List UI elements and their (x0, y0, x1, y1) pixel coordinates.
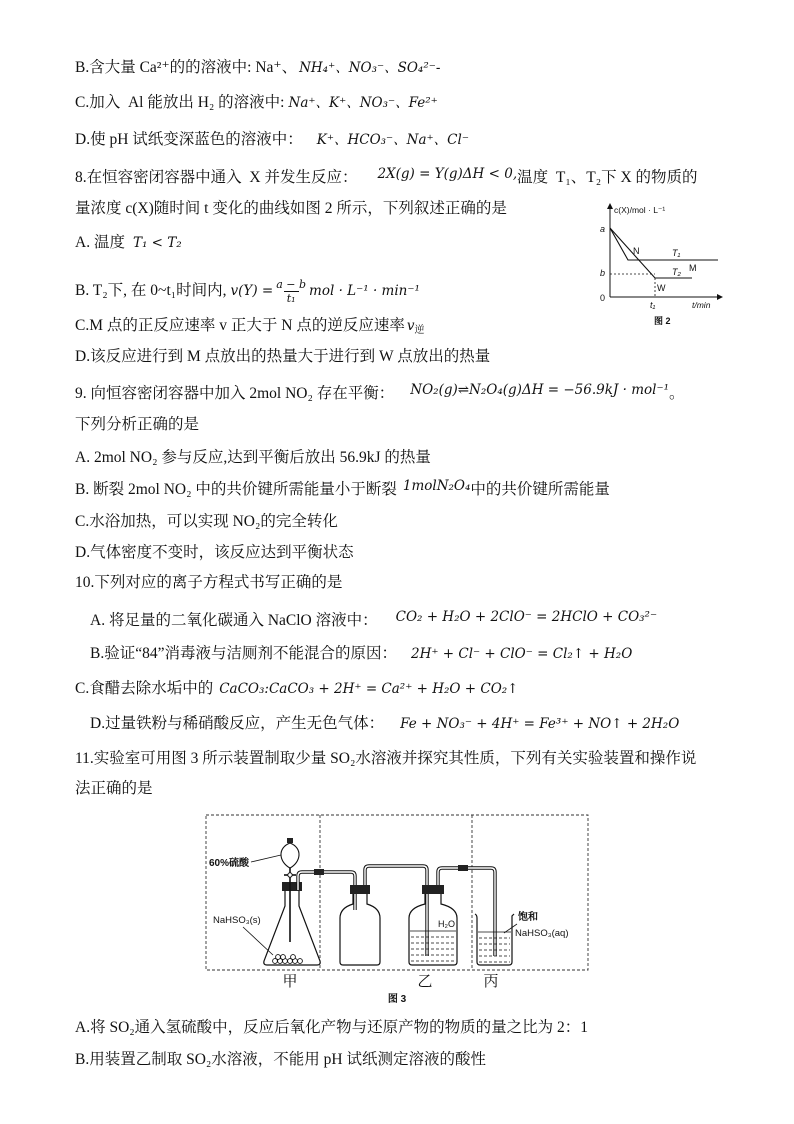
q7-option-c (75, 93, 438, 113)
dashed-guides (610, 274, 655, 297)
fraction-denominator: t₁ (284, 291, 299, 305)
figure-2-concentration-graph (596, 198, 728, 330)
q10-option-b (90, 644, 632, 664)
option-text: C.加入 Al 能放出 H₂ 的溶液中: (75, 94, 285, 111)
q9-stem-line2: 下列分析正确的是 (75, 416, 200, 433)
label-origin: 0 (600, 293, 606, 303)
part-label-jia: 甲 (282, 973, 298, 990)
figure-2-caption: 图 2 (654, 316, 671, 326)
q9-option-a: A. 2mol NO₂ 参与反应,达到平衡后放出 56.9kJ 的热量 (75, 449, 431, 466)
option-text: A. 温度 (75, 234, 125, 251)
rate-fraction (276, 278, 306, 305)
stem-text: 8.在恒容密闭容器中通入 X 并发生反应： (75, 169, 358, 186)
beaker-label-saturated: 饱和 (518, 912, 538, 923)
acid-leader-line (251, 855, 281, 862)
solid-label: NaHSO₃(s) (213, 915, 261, 926)
option-formula: T₁ < T₂ (132, 235, 182, 251)
option-text: D.过量铁粉与稀硝酸反应，产生无色气体： (90, 715, 385, 732)
dashed-frame (206, 815, 588, 970)
acid-label: 60%硫酸 (209, 858, 250, 869)
q9-option-c: C.水浴加热，可以实现 NO₂的完全转化 (75, 513, 338, 530)
option-text: B. 断裂 2mol NO₂ 中的共价键所需能量小于断裂 (75, 481, 397, 498)
y-axis-label: c(X)/mol · L⁻¹ (614, 205, 666, 215)
option-formula: 2H⁺ + Cl⁻ + ClO⁻ = Cl₂↑ + H₂O (410, 646, 633, 662)
q7-option-b (75, 58, 440, 78)
q9-stem-line1 (75, 384, 685, 404)
stem-text: 9. 向恒容密闭容器中加入 2mol NO₂ 存在平衡： (75, 385, 395, 402)
beaker-label-solution: NaHSO₃(aq) (515, 928, 569, 939)
figure-3-caption: 图 3 (387, 994, 407, 1005)
q8-option-b (75, 278, 420, 305)
tube-connector (458, 865, 468, 871)
glass-tubes (298, 866, 495, 956)
part-label-yi: 乙 (417, 973, 433, 990)
water-bottle (409, 894, 457, 965)
bottle-stopper (422, 885, 444, 894)
option-text: C.食醋去除水垢中的 (75, 680, 214, 697)
reaction-formula: 2X(g) = Y(g)ΔH < 0, (377, 166, 518, 182)
option-text-continued: 中的共价键所需能量 (470, 481, 610, 498)
fraction-numerator: a − b (276, 278, 307, 291)
q8-stem-line1 (75, 168, 698, 188)
q11-stem-line2: 法正确的是 (75, 780, 153, 797)
q8-option-d: D.该反应进行到 M 点放出的热量大于进行到 W 点放出的热量 (75, 348, 491, 365)
water-label: H₂O (438, 919, 455, 929)
solid-leader-line (243, 927, 273, 955)
option-text: A. 将足量的二氧化碳通入 NaClO 溶液中： (90, 612, 378, 629)
q8-option-c (75, 316, 424, 341)
option-formula: CO₂ + H₂O + 2ClO⁻ = 2HClO + CO₃²⁻ (395, 609, 658, 625)
q7-option-d (75, 130, 469, 150)
option-text: C.M 点的正反应速率 v 正大于 N 点的逆反应速率 (75, 317, 405, 334)
q8-stem-line2: 量浓度 c(X)随时间 t 变化的曲线如图 2 所示，下列叙述正确的是 (75, 200, 507, 217)
rate-subscript: 逆 (414, 325, 425, 336)
empty-gas-bottle (340, 894, 380, 965)
label-point-n: N (633, 246, 640, 256)
q10-option-d (90, 714, 679, 734)
option-formula: 1molN₂O₄ (402, 478, 471, 494)
tube-connector (314, 869, 324, 875)
q11-option-b: B.用装置乙制取 SO₂水溶液，不能用 pH 试纸测定溶液的酸性 (75, 1051, 487, 1068)
q10-stem: 10.下列对应的离子方程式书写正确的是 (75, 574, 343, 591)
label-t1: t₁ (650, 300, 656, 310)
option-formula: K⁺、HCO₃⁻、Na⁺、Cl⁻ (316, 132, 469, 148)
option-formula: NH₄⁺、NO₃⁻、SO₄²⁻- (299, 60, 441, 76)
rate-unit: mol · L⁻¹ · min⁻¹ (309, 283, 420, 300)
rate-lhs: v(Y) = (230, 283, 274, 300)
label-point-w: W (657, 283, 666, 293)
figure-3-apparatus (205, 810, 590, 1010)
q10-option-a (90, 611, 657, 631)
label-point-m: M (689, 263, 697, 273)
rate-symbol: v (406, 318, 415, 334)
option-formula: Na⁺、K⁺、NO₃⁻、Fe²⁺ (288, 95, 438, 111)
option-text: B. T₂下, 在 0~t₁时间内, (75, 282, 227, 300)
label-curve-t1: T₁ (672, 248, 681, 258)
option-text: B.含大量 Ca²⁺的的溶液中: Na⁺、 (75, 59, 298, 76)
option-text: D.使 pH 试纸变深蓝色的溶液中： (75, 131, 303, 148)
q11-stem-line1: 11.实验室可用图 3 所示装置制取少量 SO₂水溶液并探究其性质，下列有关实验装置和操作说 (75, 750, 697, 767)
stem-text-continued: 温度 T₁、T₂下 X 的物质的 (517, 169, 698, 186)
equilibrium-formula: NO₂(g)⇌N₂O₄(g)ΔH = −56.9kJ · mol⁻¹ (410, 382, 669, 398)
water-level (410, 931, 456, 961)
option-formula: Fe + NO₃⁻ + 4H⁺ = Fe³⁺ + NO↑ + 2H₂O (400, 716, 680, 732)
q10-option-c (75, 679, 519, 699)
curve-t1 (610, 228, 718, 260)
label-curve-t2: T₂ (672, 267, 681, 277)
label-a: a (600, 224, 606, 234)
part-label-bing: 丙 (483, 973, 499, 990)
label-b: b (600, 268, 606, 278)
stem-end: 。 (668, 385, 685, 402)
q9-option-b (75, 480, 610, 500)
q11-option-a: A.将 SO₂通入氢硫酸中，反应后氧化产物与还原产物的物质的量之比为 2：1 (75, 1019, 589, 1036)
option-text: B.验证“84”消毒液与洁厕剂不能混合的原因： (90, 645, 397, 662)
x-axis-label: t/min (692, 300, 711, 310)
q8-option-a (75, 233, 182, 253)
option-formula: CaCO₃:CaCO₃ + 2H⁺ = Ca²⁺ + H₂O + CO₂↑ (219, 681, 519, 697)
bottle-stopper (350, 885, 370, 894)
q9-option-d: D.气体密度不变时，该反应达到平衡状态 (75, 544, 354, 561)
